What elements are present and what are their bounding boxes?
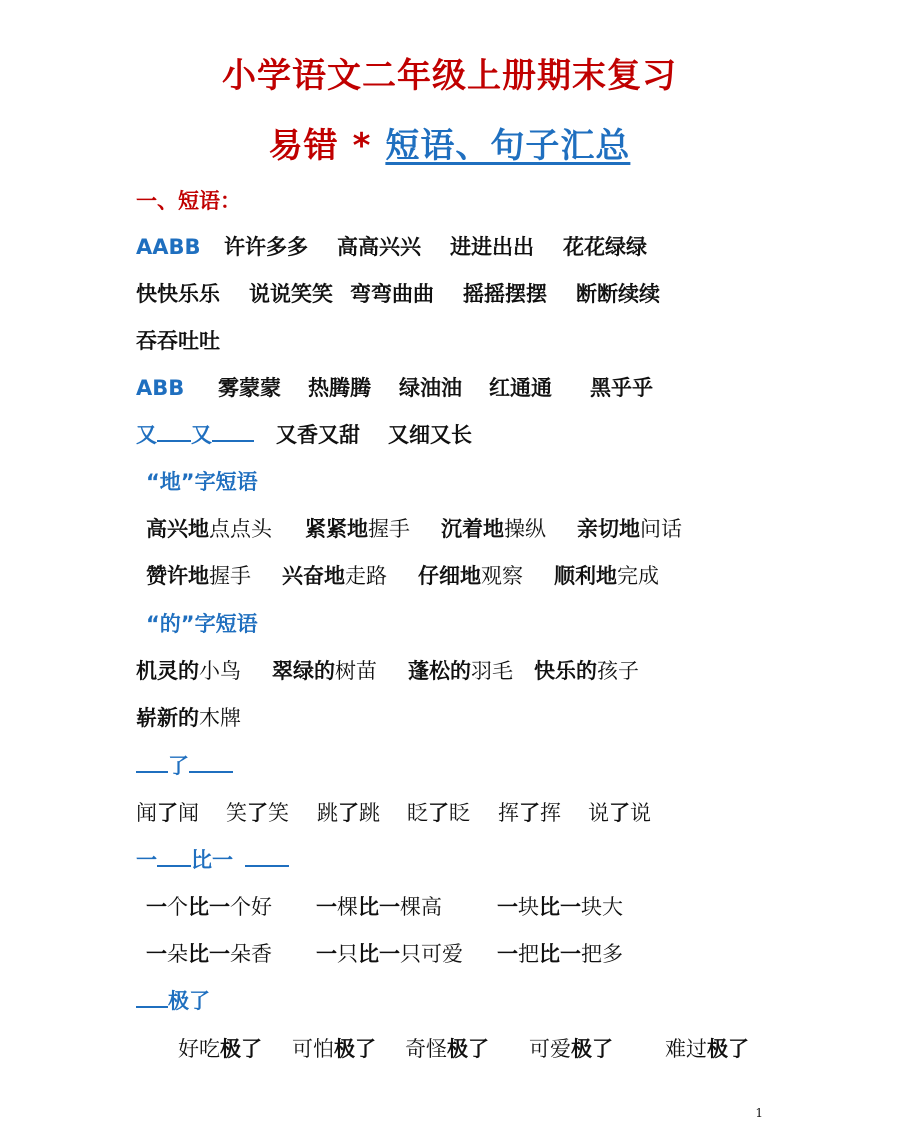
phrase: 机灵的小鸟 — [136, 659, 241, 683]
phrase: 快快乐乐 — [136, 282, 220, 306]
bi-label-a: 一 — [136, 848, 157, 872]
phrase: 又香又甜 — [276, 423, 360, 447]
bi-row-2 — [146, 939, 623, 969]
phrase: 难过极了 — [665, 1037, 749, 1061]
phrase: 翠绿的树苗 — [272, 659, 377, 683]
blank-line — [157, 847, 191, 867]
phrase: 摇摇摆摆 — [463, 282, 547, 306]
phrase: 沉着地操纵 — [441, 517, 546, 541]
le-row — [136, 798, 651, 828]
you-label-a: 又 — [136, 423, 157, 447]
di-heading: “地”字短语 — [146, 470, 258, 494]
subtitle-part1: 易错 — [268, 126, 339, 166]
phrase: 黑乎乎 — [590, 376, 653, 400]
phrase: 说说笑笑 — [249, 282, 333, 306]
aabb-label: AABB — [136, 235, 201, 259]
phrase: 顺利地完成 — [554, 564, 659, 588]
phrase: 亲切地问话 — [577, 517, 682, 541]
le-label: 了 — [168, 754, 189, 778]
phrase: 奇怪极了 — [405, 1037, 489, 1061]
phrase: 可爱极了 — [529, 1037, 613, 1061]
blank-line — [136, 988, 168, 1008]
blank-line — [136, 753, 168, 773]
phrase: 兴奋地走路 — [282, 564, 387, 588]
blank-line — [157, 422, 191, 442]
jile-label: 极了 — [168, 989, 210, 1013]
phrase: 断断续续 — [576, 282, 660, 306]
le-label-row — [136, 751, 233, 781]
phrase: 一朵比一朵香 — [146, 942, 272, 966]
phrase: 蓬松的羽毛 — [408, 659, 513, 683]
abb-label: ABB — [136, 376, 185, 400]
phrase: 挥了挥 — [498, 801, 561, 825]
blank-line — [212, 422, 254, 442]
phrase: 雾蒙蒙 — [218, 376, 281, 400]
phrase: 又细又长 — [388, 423, 472, 447]
phrase: 一个比一个好 — [146, 895, 272, 919]
bi-label-b: 比一 — [191, 848, 233, 872]
subtitle-part2: 短语、句子汇总 — [385, 126, 631, 166]
phrase: 许许多多 — [224, 235, 308, 259]
subtitle-star: * — [352, 126, 372, 166]
jile-label-row — [136, 986, 210, 1016]
phrase: 可怕极了 — [292, 1037, 376, 1061]
phrase: 紧紧地握手 — [305, 517, 410, 541]
phrase: 跳了跳 — [317, 801, 380, 825]
blank-line — [189, 753, 233, 773]
phrase: 眨了眨 — [407, 801, 470, 825]
phrase: 一只比一只可爱 — [316, 942, 463, 966]
phrase: 说了说 — [588, 801, 651, 825]
di-row-2 — [146, 561, 659, 591]
phrase: 热腾腾 — [308, 376, 371, 400]
jile-row — [178, 1034, 749, 1064]
page-number: 1 — [755, 1106, 763, 1120]
phrase: 绿油油 — [399, 376, 462, 400]
blank-line — [245, 847, 289, 867]
page-title: 小学语文二年级上册期末复习 — [222, 56, 677, 96]
bi-label-row — [136, 845, 289, 875]
phrase: 一棵比一棵高 — [316, 895, 442, 919]
de-row-1 — [136, 656, 639, 686]
phrase: 笑了笑 — [226, 801, 289, 825]
you-label-b: 又 — [191, 423, 212, 447]
phrase: 花花绿绿 — [563, 235, 647, 259]
phrase: 弯弯曲曲 — [350, 282, 434, 306]
phrase: 好吃极了 — [178, 1037, 262, 1061]
de-row-2 — [136, 703, 241, 733]
you-row — [136, 420, 472, 450]
de-heading: “的”字短语 — [146, 612, 258, 636]
bi-row-1 — [146, 892, 623, 922]
aabb-row-1 — [136, 232, 647, 262]
abb-row — [136, 373, 653, 403]
phrase: 高兴地点点头 — [146, 517, 272, 541]
phrase: 吞吞吐吐 — [136, 329, 220, 353]
phrase: 进进出出 — [450, 235, 534, 259]
phrase: 红通通 — [489, 376, 552, 400]
phrase: 高高兴兴 — [337, 235, 421, 259]
phrase: 仔细地观察 — [418, 564, 523, 588]
phrase: 一把比一把多 — [497, 942, 623, 966]
phrase: 闻了闻 — [136, 801, 199, 825]
aabb-row-3 — [136, 326, 220, 356]
section-heading: 一、短语： — [136, 189, 241, 213]
aabb-row-2 — [136, 279, 660, 309]
phrase: 快乐的孩子 — [534, 659, 639, 683]
di-row-1 — [146, 514, 682, 544]
phrase: 赞许地握手 — [146, 564, 251, 588]
phrase: 崭新的木牌 — [136, 706, 241, 730]
phrase: 一块比一块大 — [497, 895, 623, 919]
page-subtitle — [0, 118, 899, 167]
